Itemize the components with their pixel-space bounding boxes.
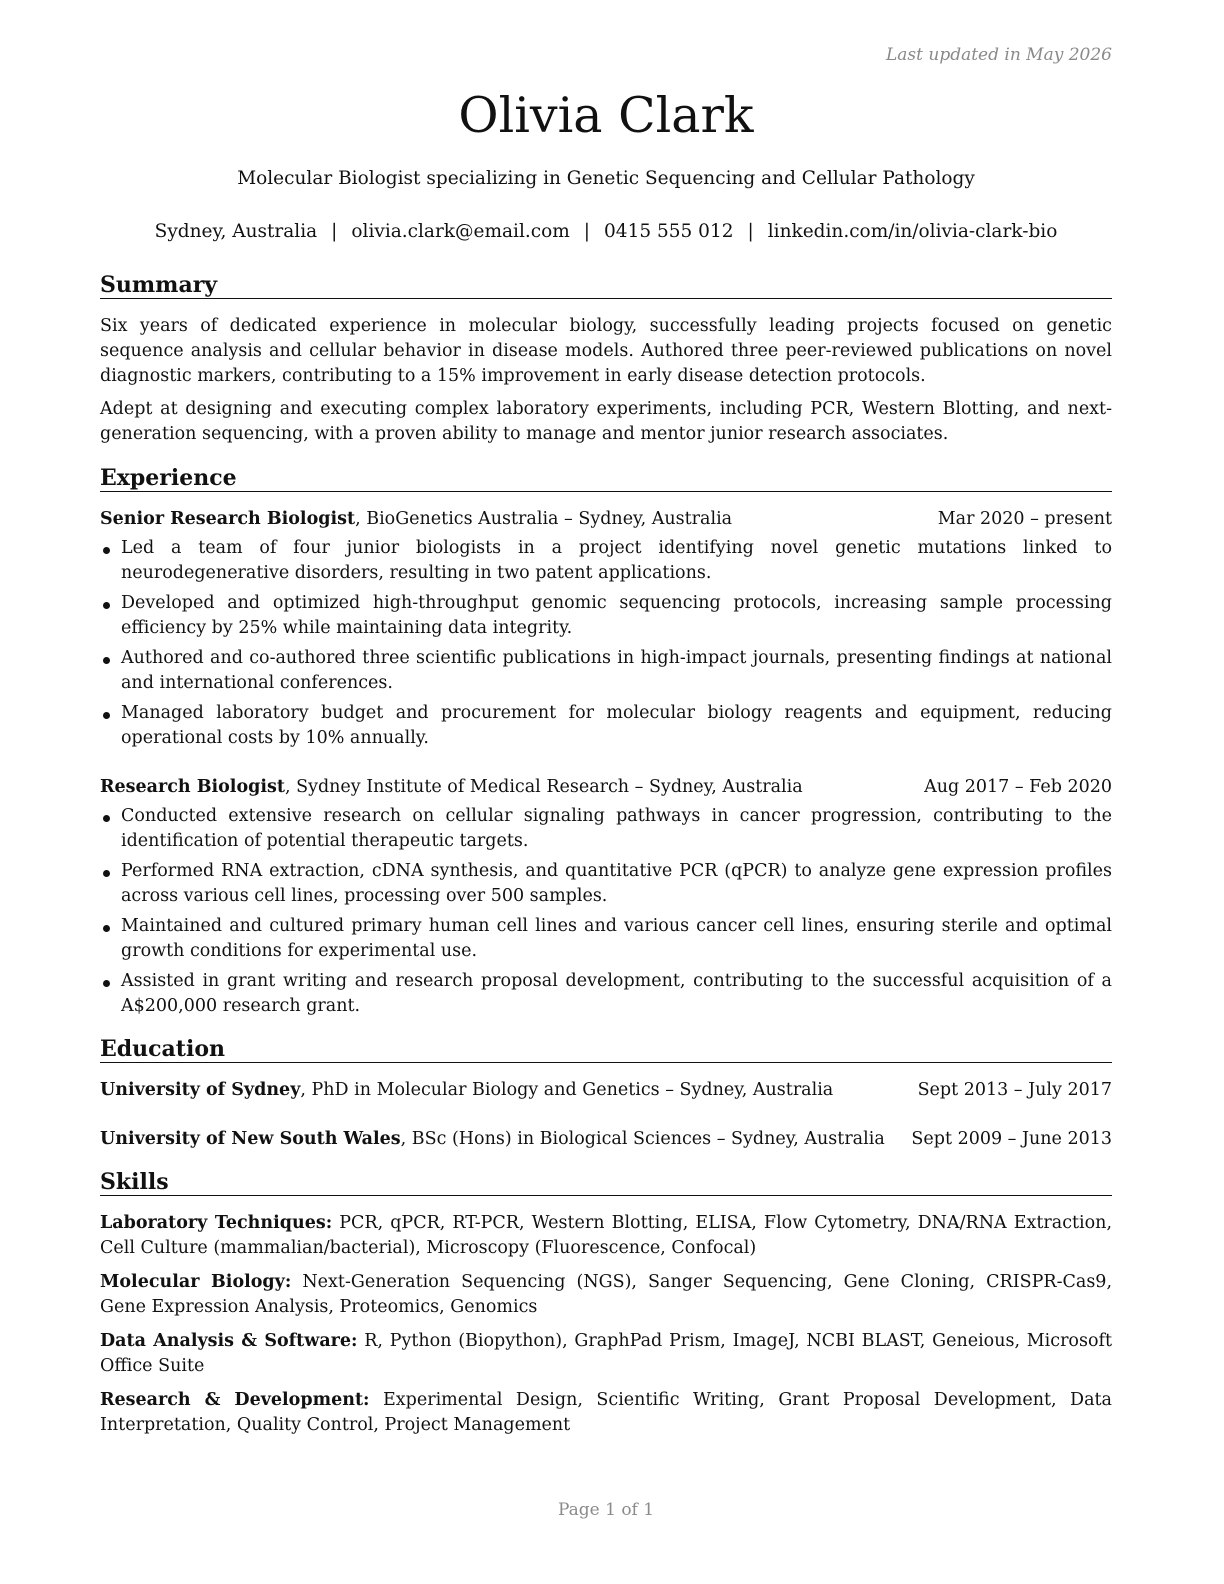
list-item	[100, 914, 1112, 964]
job-dates: Aug 2017 – Feb 2020	[924, 777, 1112, 797]
job-title: Senior Research Biologist	[100, 509, 356, 529]
skill-text: PCR, qPCR, RT-PCR, Western Blotting, ELISA, Flow Cytometry, DNA/RNA Extraction, Cell Culture (mammalian/bacterial), Microscopy (Fluorescence, Confocal)	[100, 1213, 1113, 1258]
skills-section	[100, 1211, 1112, 1447]
job-dates: Mar 2020 – present	[937, 509, 1112, 529]
education-dates: Sept 2013 – July 2017	[917, 1080, 1112, 1100]
skill-label: Molecular Biology:	[100, 1272, 292, 1292]
job-organization: , BioGenetics Australia – Sydney, Australia	[355, 509, 733, 529]
headline: Molecular Biologist specializing in Genetic Sequencing and Cellular Pathology	[237, 168, 975, 189]
bullet-icon	[103, 815, 110, 822]
section-title-experience: Experience	[100, 465, 1112, 492]
education-dates: Sept 2009 – June 2013	[911, 1129, 1112, 1149]
linkedin-link[interactable]: linkedin.com/in/olivia-clark-bio	[767, 221, 1058, 242]
skill-group	[100, 1388, 1112, 1438]
job-header	[100, 507, 1112, 532]
skill-label: Research & Development:	[100, 1390, 370, 1410]
bullet-icon	[103, 870, 110, 877]
education-header	[100, 1127, 1112, 1152]
bullet-text: Conducted extensive research on cellular signaling pathways in cancer progression, contributing to the identification of potential therapeutic targets.	[121, 806, 1112, 851]
list-item	[100, 591, 1112, 641]
bullet-icon	[103, 925, 110, 932]
skill-label: Data Analysis & Software:	[100, 1331, 358, 1351]
degree-detail: , PhD in Molecular Biology and Genetics – Sydney, Australia	[300, 1080, 834, 1100]
list-item	[100, 536, 1112, 586]
contact-separator: |	[583, 221, 591, 242]
job-organization: , Sydney Institute of Medical Research – Sydney, Australia	[284, 777, 803, 797]
list-item	[100, 859, 1112, 909]
contact-separator: |	[331, 221, 338, 242]
bullet-text: Performed RNA extraction, cDNA synthesis, and quantitative PCR (qPCR) to analyze gene expression profiles across various cell lines, processing over 500 samples.	[121, 861, 1112, 906]
bullet-text: Managed laboratory budget and procurement for molecular biology reagents and equipment, reducing operational costs by 10% annually.	[121, 703, 1112, 748]
section-title-skills: Skills	[100, 1169, 1112, 1196]
page-number: Page 1 of 1	[557, 1500, 655, 1520]
bullet-text: Maintained and cultured primary human cell lines and various cancer cell lines, ensuring sterile and optimal growth conditions for experimental use.	[121, 916, 1112, 961]
skill-text: R, Python (Biopython), GraphPad Prism, ImageJ, NCBI BLAST, Geneious, Microsoft Office Suite	[100, 1331, 1112, 1376]
bullet-icon	[103, 980, 110, 987]
list-item	[100, 646, 1112, 696]
summary-paragraph: Adept at designing and executing complex laboratory experiments, including PCR, Western Blotting, and next-generation sequencing, with a proven ability to manage and mentor junior research associates.	[100, 399, 1112, 444]
skill-group	[100, 1329, 1112, 1379]
bullet-text: Assisted in grant writing and research proposal development, contributing to the successful acquisition of a A$200,000 research grant.	[121, 971, 1112, 1016]
resume-page	[100, 0, 1112, 1584]
last-updated-note: Last updated in May 2026	[885, 45, 1112, 65]
education-entry	[100, 1078, 1112, 1103]
bullet-text: Led a team of four junior biologists in a project identifying novel genetic mutations linked to neurodegenerative disorders, resulting in two patent applications.	[121, 538, 1112, 583]
bullet-text: Developed and optimized high-throughput genomic sequencing protocols, increasing sample processing efficiency by 25% while maintaining data integrity.	[121, 593, 1112, 638]
job-bullets	[100, 804, 1112, 1019]
candidate-name: Olivia Clark	[458, 87, 754, 144]
list-item	[100, 969, 1112, 1019]
bullet-icon	[103, 602, 110, 609]
location-text: Sydney, Australia	[154, 221, 318, 242]
bullet-icon	[103, 657, 110, 664]
skill-group	[100, 1211, 1112, 1261]
experience-entry	[100, 775, 1112, 1024]
phone-text: 0415 555 012	[604, 221, 734, 242]
contact-separator: |	[747, 221, 754, 242]
job-header	[100, 775, 1112, 800]
section-title-summary: Summary	[100, 272, 1112, 299]
bullet-text: Authored and co-authored three scientific publications in high-impact journals, presenting findings at national and international conferences.	[121, 648, 1112, 693]
education-header	[100, 1078, 1112, 1103]
summary-section	[100, 314, 1112, 455]
school-name: University of New South Wales	[100, 1129, 401, 1149]
bullet-icon	[103, 547, 110, 554]
education-entry	[100, 1127, 1112, 1152]
skill-text: Experimental Design, Scientific Writing, Grant Proposal Development, Data Interpretation, Quality Control, Project Management	[100, 1390, 1112, 1435]
contact-line	[100, 219, 1112, 245]
summary-paragraph: Six years of dedicated experience in molecular biology, successfully leading projects focused on genetic sequence analysis and cellular behavior in disease models. Authored three peer-reviewed publications on novel diagnostic markers, contributing to a 15% improvement in early disease detection protocols.	[100, 316, 1112, 386]
email-link[interactable]: olivia.clark@email.com	[351, 221, 570, 242]
list-item	[100, 804, 1112, 854]
list-item	[100, 701, 1112, 751]
degree-detail: , BSc (Hons) in Biological Sciences – Sydney, Australia	[400, 1129, 885, 1149]
job-bullets	[100, 536, 1112, 751]
section-title-education: Education	[100, 1036, 1112, 1063]
skill-text: Next-Generation Sequencing (NGS), Sanger Sequencing, Gene Cloning, CRISPR-Cas9, Gene Expression Analysis, Proteomics, Genomics	[100, 1272, 1113, 1317]
bullet-icon	[103, 712, 110, 719]
job-title: Research Biologist	[100, 777, 285, 797]
school-name: University of Sydney	[100, 1080, 301, 1100]
experience-entry	[100, 507, 1112, 756]
skill-group	[100, 1270, 1112, 1320]
skill-label: Laboratory Techniques:	[100, 1213, 333, 1233]
